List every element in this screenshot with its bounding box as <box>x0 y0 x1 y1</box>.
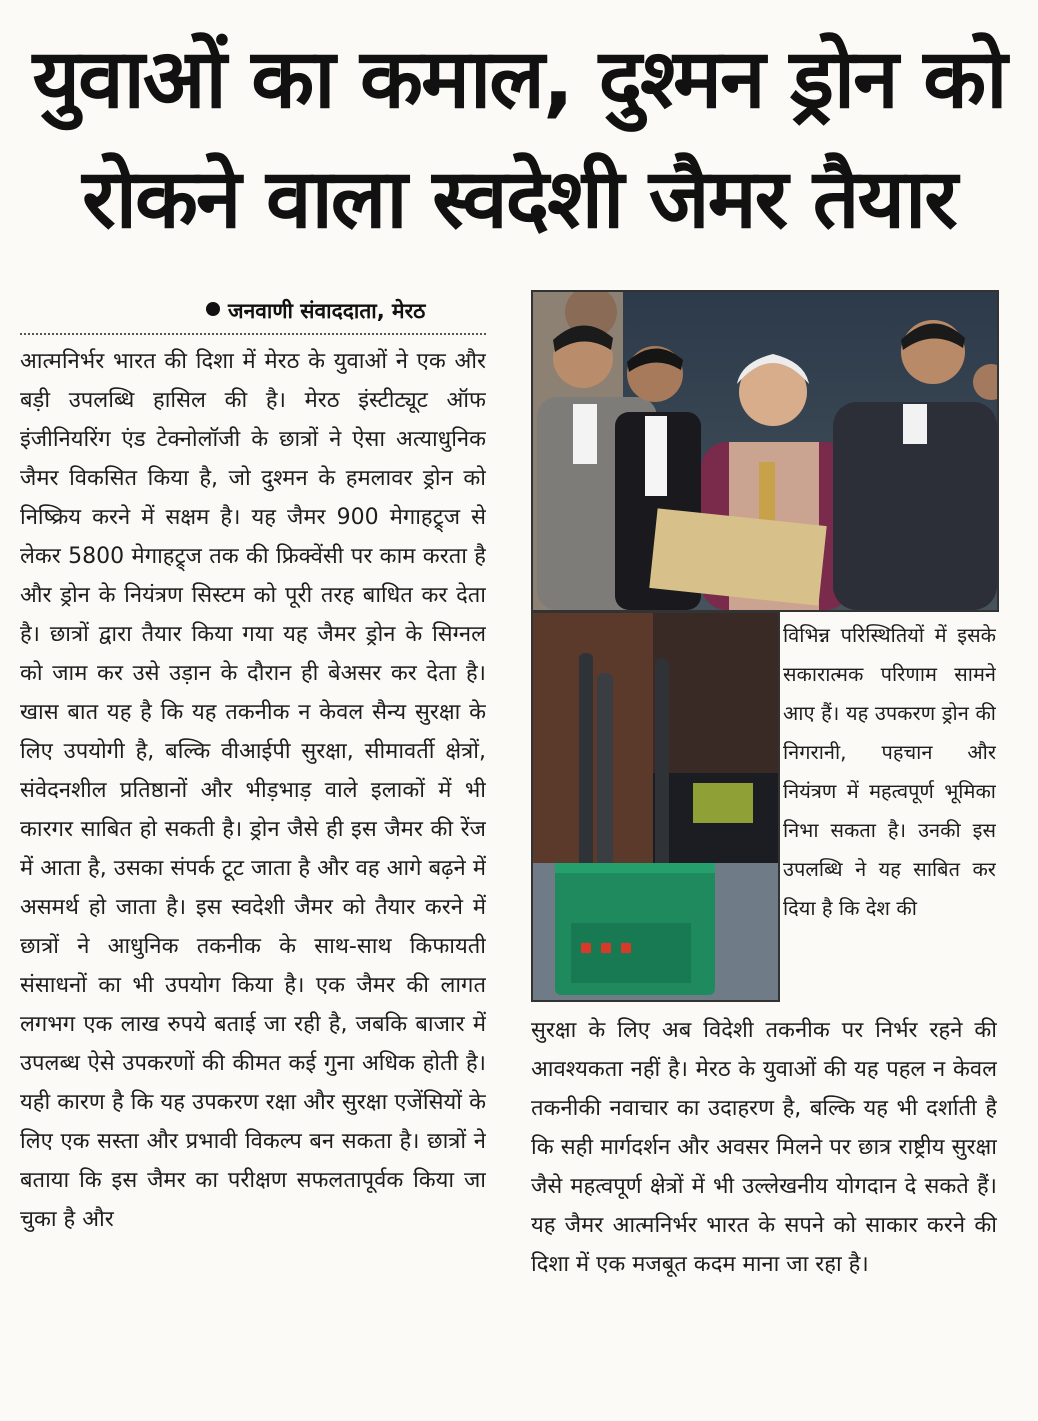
award-ceremony-illustration <box>533 292 997 610</box>
bullet-icon <box>206 302 220 316</box>
article-side-column: विभिन्न परिस्थितियों में इसके सकारात्मक परिणाम सामने आए हैं। यह उपकरण ड्रोन की निगरानी, पहचान और नियंत्रण में महत्वपूर्ण भूमिका निभा सकता है। उनकी इस उपलब्धि ने यह साबित कर दिया है कि देश की <box>783 623 996 920</box>
byline-text: जनवाणी संवाददाता, मेरठ <box>228 299 426 323</box>
dotted-divider <box>20 333 486 335</box>
headline-line-2: रोकने वाला स्वदेशी जैमर तैयार <box>82 152 956 247</box>
headline-line-1: युवाओं का कमाल, दुश्मन ड्रोन को <box>32 32 1006 127</box>
award-ceremony-photo <box>531 290 999 612</box>
article-column-2: सुरक्षा के लिए अब विदेशी तकनीक पर निर्भर रहने की आवश्यकता नहीं है। मेरठ के युवाओं की यह पहल न केवल तकनीकी नवाचार का उदाहरण है, बल्कि यह भी दर्शाती है कि सही मार्गदर्शन और अवसर मिलने पर छात्र राष्ट्रीय सुरक्षा जैसे महत्वपूर्ण क्षेत्रों में भी उल्लेखनीय योगदान दे सकते हैं। यह जैमर आत्मनिर्भर भारत के सपने को साकार करने की दिशा में एक मजबूत कदम माना जा रहा है। <box>531 1018 997 1277</box>
jammer-device-illustration <box>533 613 778 1000</box>
article-column-1: आत्मनिर्भर भारत की दिशा में मेरठ के युवाओं ने एक और बड़ी उपलब्धि हासिल की है। मेरठ इंस्टीट्यूट ऑफ इंजीनियरिंग एंड टेक्नोलॉजी के छात्रों ने ऐसा अत्याधुनिक जैमर विकसित किया है, जो दुश्मन के हमलावर ड्रोन को निष्क्रिय करने में सक्षम है। यह जैमर 900 मेगाहट्र्ज से लेकर 5800 मेगाहट्र्ज तक की फ्रिक्वेंसी पर काम करता है और ड्रोन के नियंत्रण सिस्टम को पूरी तरह बाधित कर देता है। छात्रों द्वारा तैयार किया गया यह जैमर ड्रोन के सिग्नल को जाम कर उसे उड़ान के दौरान ही बेअसर कर देता है। खास बात यह है कि यह तकनीक न केवल सैन्य सुरक्षा के लिए उपयोगी है, बल्कि वीआईपी सुरक्षा, सीमावर्ती क्षेत्रों, संवेदनशील प्रतिष्ठानों और भीड़भाड़ वाले इलाकों में भी कारगर साबित हो सकती है। ड्रोन जैसे ही इस जैमर की रेंज में आता है, उसका संपर्क टूट जाता है और वह आगे बढ़ने में असमर्थ हो जाता है। इस स्वदेशी जैमर को तैयार करने में छात्रों ने आधुनिक तकनीक के साथ-साथ किफायती संसाधनों का भी उपयोग किया है। एक जैमर की लागत लगभग एक लाख रुपये बताई जा रही है, जबकि बाजार में उपलब्ध ऐसे उपकरणों की कीमत कई गुना अधिक होती है। यही कारण है कि यह उपकरण रक्षा और सुरक्षा एजेंसियों के लिए एक सस्ता और प्रभावी विकल्प बन सकता है। छात्रों ने बताया कि इस जैमर का परीक्षण सफलतापूर्वक किया जा चुका है और <box>20 349 486 1232</box>
byline <box>206 297 486 325</box>
jammer-device-photo <box>531 611 780 1002</box>
